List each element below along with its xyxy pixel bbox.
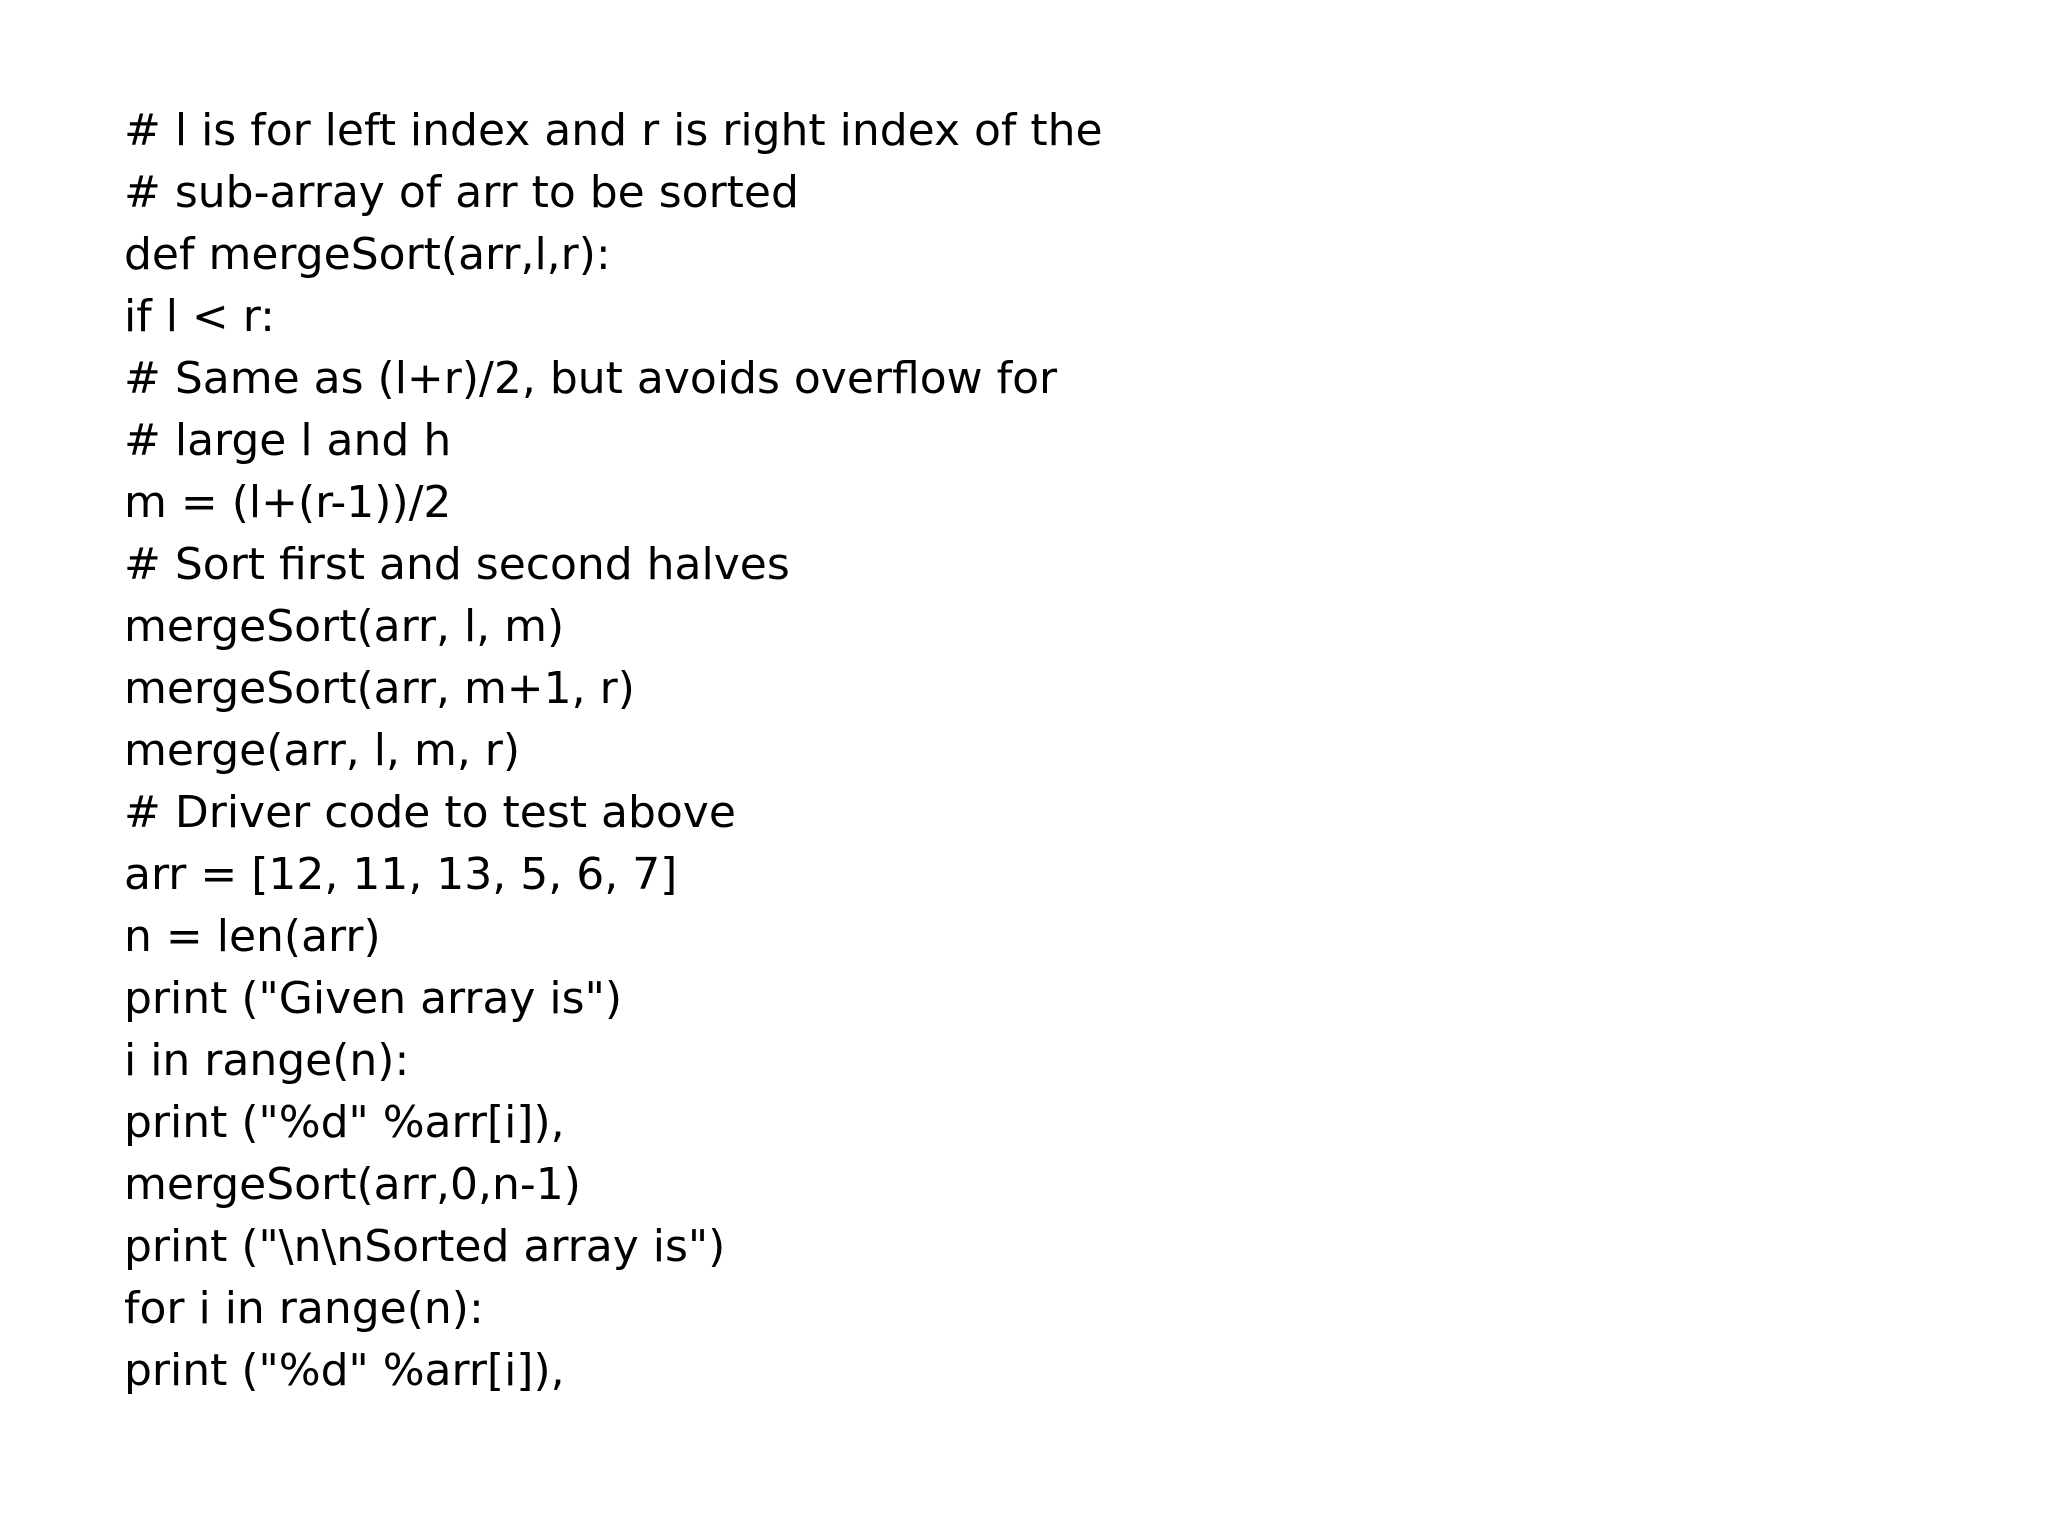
code-line-loop-sorted: for i in range(n):	[124, 1283, 484, 1334]
code-line-comment-index: # l is for left index and r is right index of the	[124, 105, 1103, 156]
code-line-def-mergesort: def mergeSort(arr,l,r):	[124, 229, 611, 280]
code-listing	[124, 100, 1924, 1402]
code-line-comment-halves: # Sort first and second halves	[124, 539, 790, 590]
code-line-recurse-right: mergeSort(arr, m+1, r)	[124, 663, 635, 714]
code-line-comment-subarray: # sub-array of arr to be sorted	[124, 167, 799, 218]
code-line-midpoint: m = (l+(r-1))/2	[124, 477, 452, 528]
code-line-array-init: arr = [12, 11, 13, 5, 6, 7]	[124, 849, 678, 900]
code-line-comment-overflow: # Same as (l+r)/2, but avoids overflow for	[124, 353, 1058, 404]
code-line-comment-large: # large l and h	[124, 415, 452, 466]
code-line-merge-call: merge(arr, l, m, r)	[124, 725, 521, 776]
code-line-print-item-given: print ("%d" %arr[i]),	[124, 1097, 565, 1148]
code-line-sort-call: mergeSort(arr,0,n-1)	[124, 1159, 581, 1210]
code-line-print-given: print ("Given array is")	[124, 973, 622, 1024]
code-line-print-item-sorted: print ("%d" %arr[i]),	[124, 1345, 565, 1396]
code-line-loop-given: i in range(n):	[124, 1035, 410, 1086]
code-line-comment-driver: # Driver code to test above	[124, 787, 736, 838]
code-line-length: n = len(arr)	[124, 911, 381, 962]
code-line-recurse-left: mergeSort(arr, l, m)	[124, 601, 565, 652]
code-line-print-sorted: print ("\n\nSorted array is")	[124, 1221, 726, 1272]
code-line-if-condition: if l < r:	[124, 291, 275, 342]
